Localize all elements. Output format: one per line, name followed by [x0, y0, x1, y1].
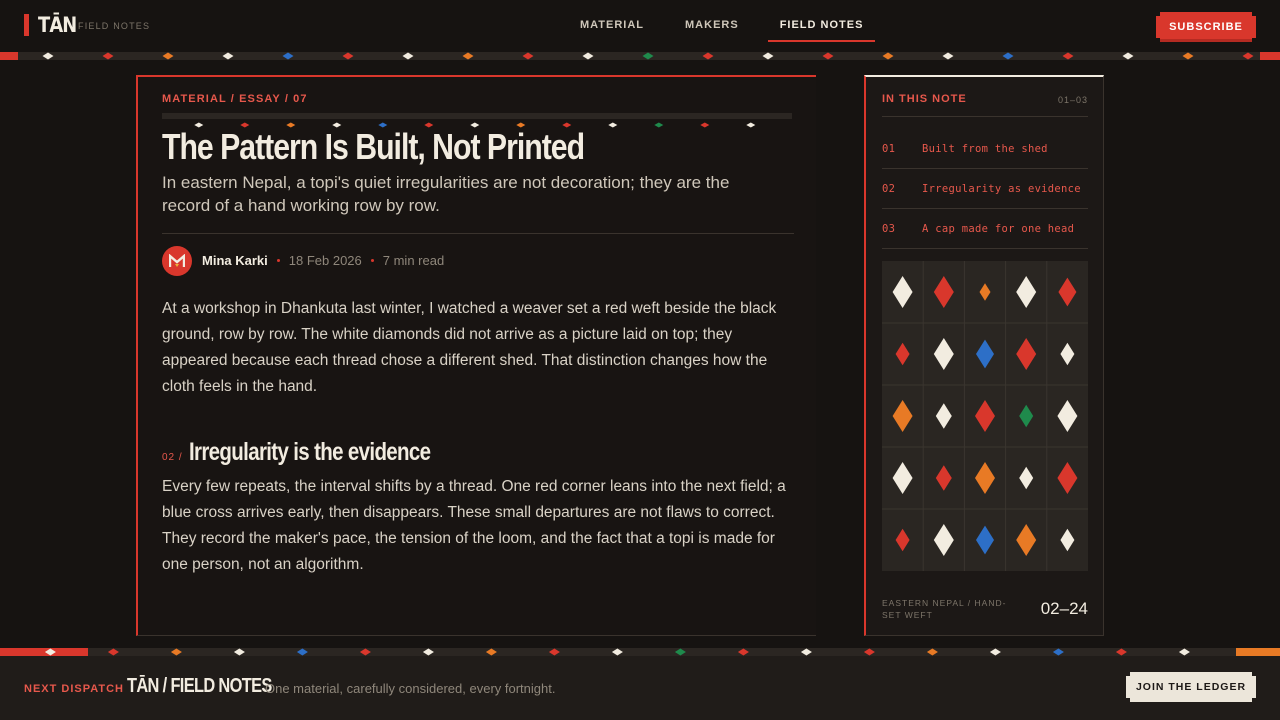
toc-item[interactable] [882, 129, 1088, 169]
nav-link-field-notes[interactable]: FIELD NOTES [768, 0, 876, 42]
grid-diamond [976, 340, 994, 369]
pattern-range: 02–24 [1040, 599, 1088, 618]
strip-diamond [523, 53, 534, 60]
toc-item[interactable] [882, 209, 1088, 249]
pattern-location: EASTERN NEPAL / HAND-SET WEFT [882, 598, 1007, 620]
strip-diamond [403, 53, 414, 60]
brand-name: TĀN [38, 13, 77, 37]
panel-footer [882, 597, 1088, 621]
strip-diamond [43, 53, 54, 60]
toc-item-label: Built from the shed [922, 142, 1048, 155]
strip-diamond [1123, 53, 1134, 60]
brand-logo[interactable] [24, 13, 151, 37]
strip-diamond [675, 649, 686, 656]
strip-diamond [343, 53, 354, 60]
strip-diamond [703, 53, 714, 60]
strip-diamond [297, 649, 308, 656]
strip-end-bar [0, 52, 18, 60]
strip-diamond [108, 649, 119, 656]
publish-date: 18 Feb 2026 [288, 253, 362, 268]
toc-item-number: 01 [882, 142, 896, 155]
grid-diamond [1016, 338, 1036, 370]
toc-item-label: A cap made for one head [922, 222, 1075, 235]
strip-diamond [360, 649, 371, 656]
strip-diamond [990, 649, 1001, 656]
grid-diamond [980, 283, 991, 301]
strip-diamond [423, 649, 434, 656]
toc-item[interactable] [882, 169, 1088, 209]
brand-subtitle: FIELD NOTES [78, 21, 151, 31]
separator-dot [277, 259, 280, 262]
dispatch-tagline: One material, carefully considered, every fortnight. [265, 681, 556, 696]
grid-diamond [1060, 343, 1074, 365]
grid-diamond [1057, 400, 1077, 432]
author-avatar[interactable] [162, 246, 192, 276]
section-title: Irregularity is the evidence [188, 438, 431, 466]
article-headline: The Pattern Is Built, Not Printed [162, 126, 585, 167]
read-time: 7 min read [382, 253, 445, 268]
strip-diamond [234, 649, 245, 656]
strip-diamond [801, 649, 812, 656]
bottom-pattern-strip [0, 648, 1280, 656]
toc-item-label: Irregularity as evidence [922, 182, 1081, 195]
byline [162, 233, 794, 275]
article-card [136, 75, 816, 636]
grid-diamond [976, 526, 994, 555]
grid-diamond [934, 524, 954, 556]
diamond-pattern-grid [882, 261, 1088, 571]
strip-diamond [823, 53, 834, 60]
separator-dot [371, 259, 374, 262]
strip-diamond [223, 53, 234, 60]
top-pattern-strip [0, 52, 1280, 60]
grid-diamond [975, 400, 995, 432]
article-paragraph: At a workshop in Dhankuta last winter, I watched a weaver set a red weft beside the black ground, row by row. The white diamonds did not arrive as a picture laid on top; they appeared because each thread chose a different shed. That distinction changes how the cloth feels in the hand. [162, 300, 777, 395]
strip-diamond [1116, 649, 1127, 656]
grid-diamond [893, 462, 913, 494]
grid-diamond [1060, 529, 1074, 551]
section-number: 02 / [162, 452, 183, 463]
grid-diamond [936, 465, 952, 491]
article-paragraph: Every few repeats, the interval shifts by a thread. One red corner leans into the next field; a blue cross arrives early, then disappears. These small departures are not flaws to correct. They record the maker's pace, the tension of the loom, and the fact that a topi is made for one person, not an algorithm. [162, 478, 786, 573]
toc-item-number: 02 [882, 182, 896, 195]
strip-diamond [171, 649, 182, 656]
grid-diamond [936, 403, 952, 429]
section-heading [162, 438, 794, 466]
strip-diamond [763, 53, 774, 60]
strip-diamond [1179, 649, 1190, 656]
brand-accent-bar [24, 14, 29, 36]
grid-diamond [934, 276, 954, 308]
grid-diamond [893, 400, 913, 432]
strip-diamond [549, 649, 560, 656]
subscribe-button[interactable]: SUBSCRIBE [1160, 12, 1252, 42]
toc-count: 01–03 [1057, 95, 1088, 105]
strip-end-bar [0, 648, 88, 656]
strip-diamond [583, 53, 594, 60]
grid-diamond [1016, 524, 1036, 556]
strip-diamond [1053, 649, 1064, 656]
nav-link-material[interactable]: MATERIAL [580, 19, 645, 31]
strip-diamond [1003, 53, 1014, 60]
toc-title: IN THIS NOTE [882, 93, 967, 105]
strip-diamond [612, 649, 623, 656]
strip-diamond [738, 649, 749, 656]
strip-diamond [864, 649, 875, 656]
author-name[interactable]: Mina Karki [202, 253, 268, 268]
strip-diamond [943, 53, 954, 60]
article-kicker[interactable]: MATERIAL / ESSAY / 07 [162, 93, 308, 105]
strip-diamond [746, 123, 755, 128]
avatar-monogram-icon [169, 254, 185, 268]
next-dispatch-label: NEXT DISPATCH [24, 683, 124, 695]
table-of-contents-panel [864, 75, 1104, 636]
grid-diamond [1057, 462, 1077, 494]
strip-diamond [486, 649, 497, 656]
strip-end-bar [1260, 52, 1280, 60]
strip-diamond [163, 53, 174, 60]
grid-diamond [893, 276, 913, 308]
strip-diamond [1243, 53, 1254, 60]
strip-diamond [643, 53, 654, 60]
next-dispatch-bar [0, 656, 1280, 720]
toc-item-number: 03 [882, 222, 896, 235]
toc-header [882, 93, 1088, 117]
grid-diamond [934, 338, 954, 370]
dispatch-title: TĀN / FIELD NOTES [127, 675, 272, 697]
article-dek: In eastern Nepal, a topi's quiet irregularities are not decoration; they are the record of a hand working row by row. [162, 173, 730, 215]
strip-diamond [883, 53, 894, 60]
grid-diamond [896, 529, 910, 551]
grid-diamond [1016, 276, 1036, 308]
top-navigation-bar [0, 0, 1280, 52]
strip-diamond [1063, 53, 1074, 60]
title-pattern-strip [162, 113, 792, 119]
join-ledger-button[interactable]: JOIN THE LEDGER [1130, 672, 1252, 702]
nav-link-makers[interactable]: MAKERS [685, 19, 739, 31]
grid-diamond [1019, 467, 1033, 489]
strip-diamond [1183, 53, 1194, 60]
grid-diamond [975, 462, 995, 494]
toc-list [882, 129, 1088, 249]
grid-diamond [1058, 278, 1076, 307]
grid-diamond [1019, 405, 1033, 427]
strip-diamond [103, 53, 114, 60]
strip-diamond [700, 123, 709, 128]
strip-diamond [463, 53, 474, 60]
grid-diamond [896, 343, 910, 365]
strip-diamond [283, 53, 294, 60]
main-nav [568, 0, 875, 52]
strip-diamond [927, 649, 938, 656]
